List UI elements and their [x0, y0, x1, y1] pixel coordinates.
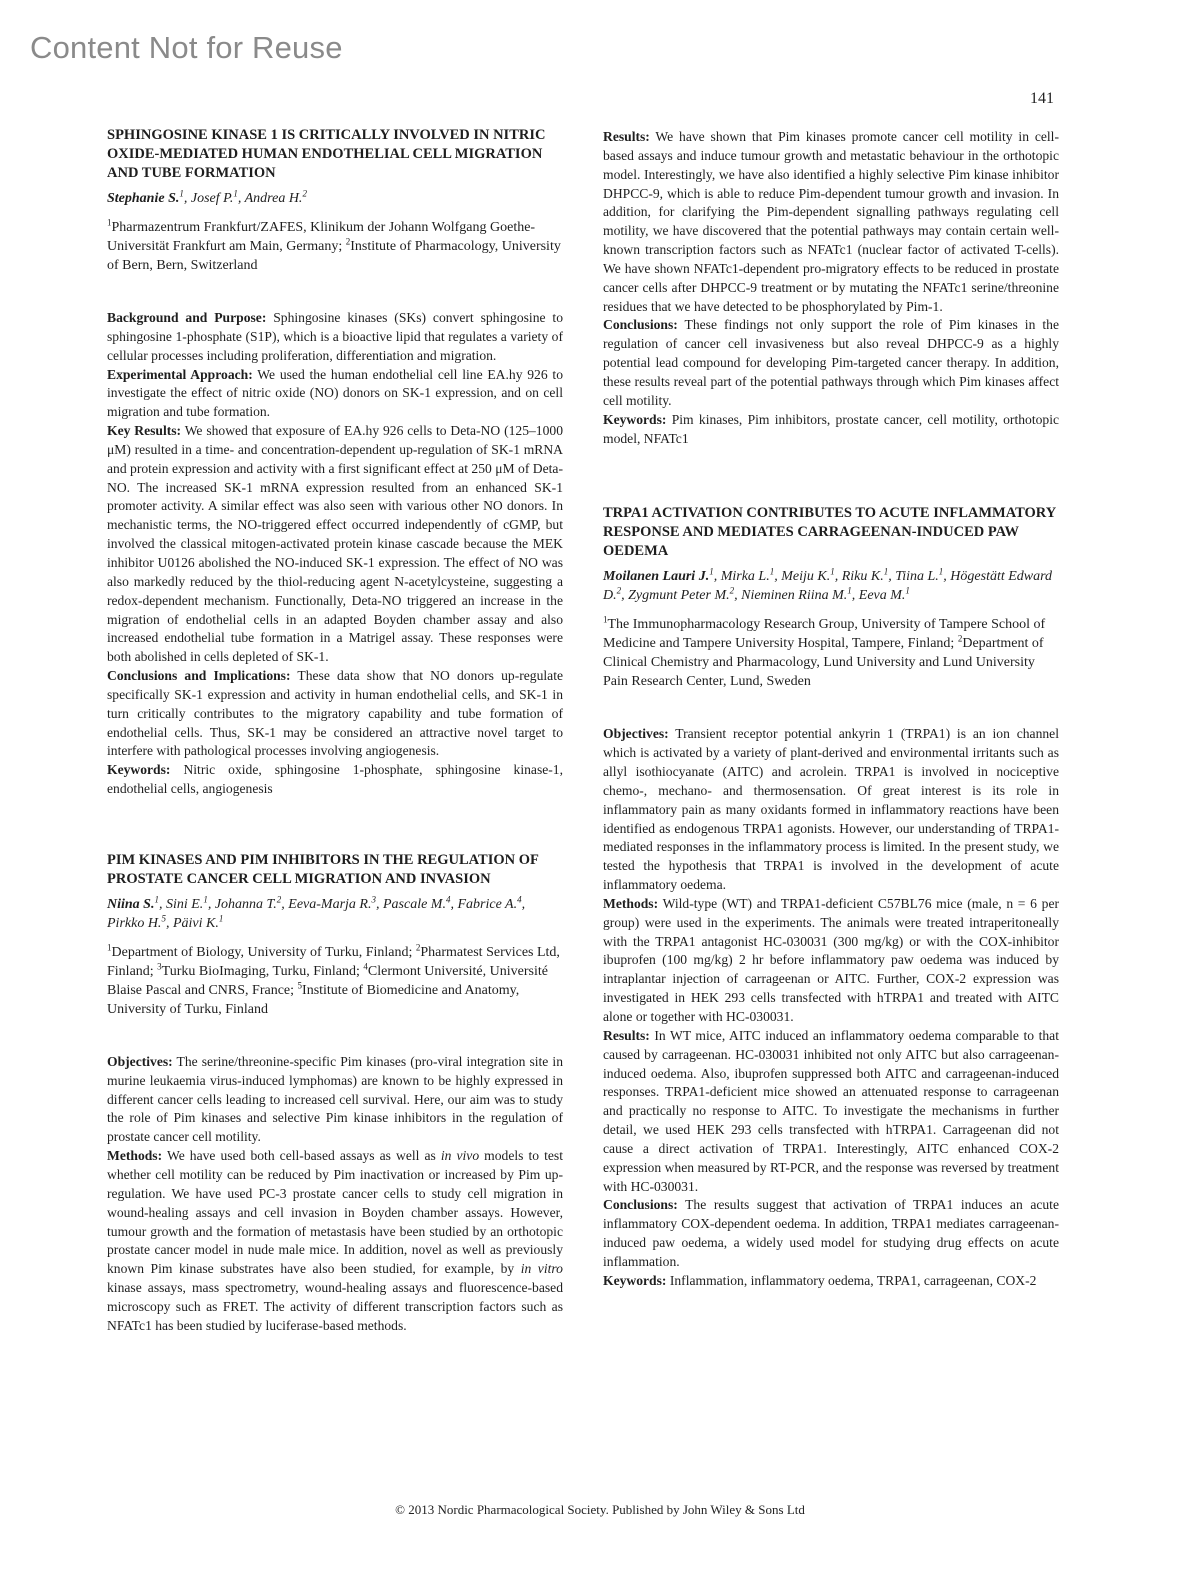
section-heading: Key Results: [107, 423, 182, 439]
affiliation-marker: 1 [154, 894, 159, 905]
affiliation [603, 615, 1059, 691]
affiliation-text: Turku BioImaging, Turku, Finland; [161, 963, 364, 979]
section-heading: Conclusions and Implications: [107, 668, 291, 684]
author-name: Zygmunt Peter M. [628, 588, 730, 604]
author-name: Fabrice A. [457, 896, 518, 912]
section-heading: Background and Purpose: [107, 310, 267, 325]
affiliation-marker: 5 [297, 980, 303, 991]
affiliation [107, 218, 563, 275]
author-separator: , [834, 569, 842, 585]
author-separator: , [375, 896, 383, 912]
section-methods [107, 1147, 563, 1335]
section-text: kinase assays, mass spectrometry, wound-healing assays and fluorescence-based microscopy such as FRET. The activity of different transcription factors such as NFATc1 has been studied by luciferase-based methods. [107, 1280, 563, 1333]
abstract-body [107, 309, 563, 799]
author-list [603, 567, 1059, 605]
author-separator: , [888, 569, 896, 585]
author-name: Niina S. [107, 896, 155, 912]
section-background [107, 309, 563, 366]
affiliation-text: Institute of Biomedicine and Anatomy, University of Turku, Finland [107, 982, 520, 1017]
page-number: 141 [1030, 90, 1054, 107]
section-text: We have used both cell-based assays as well as [166, 1148, 441, 1164]
section-text: We used the human endothelial cell line EA.hy 926 to investigate the effect of nitric oxide (NO) donors on SK-1 expression, and on cell migration and tube formation. [107, 366, 563, 420]
author-name: Sini E. [165, 896, 204, 912]
affiliation-text: The Immunopharmacology Research Group, University of Tampere School of Medicine and Tampere University Hospital, Tampere, Finland; [603, 617, 1046, 652]
affiliation-marker: 1 [107, 217, 112, 228]
affiliation-marker: 1 [938, 566, 944, 577]
section-conclusions [603, 316, 1059, 410]
affiliation-marker: 2 [415, 942, 421, 953]
abstract-body [107, 1053, 563, 1336]
author-separator: , [158, 896, 166, 912]
affiliation-marker: 3 [157, 961, 162, 972]
affiliation-marker: 2 [302, 188, 307, 199]
author-name: Meiju K. [781, 569, 831, 585]
author-name: Andrea H. [244, 191, 303, 206]
section-heading: Objectives: [107, 1053, 173, 1069]
author-name: Johanna T. [214, 896, 277, 912]
affiliation-text: Clermont Université, Université Blaise Pascal and CNRS, France; [107, 963, 548, 998]
author-name: Eeva M. [858, 588, 906, 604]
author-separator: , [851, 588, 859, 604]
affiliation-marker: 5 [161, 913, 166, 924]
author-separator: , [621, 588, 629, 604]
section-heading: Objectives: [603, 726, 669, 742]
section-approach [107, 366, 563, 423]
section-text: These findings not only support the role of Pim kinases in the regulation of cancer cell invasiveness but also reveal DHPCC-9 as a highly potential lead compound for developing Pim-targeted cancer therapy. In addition, these results reveal part of the potential pathways through which Pim kinases affect cell motility. [603, 317, 1059, 408]
affiliation-marker: 4 [363, 961, 368, 972]
author-name: Riku K. [841, 569, 884, 585]
section-text: models to test whether cell motility can be reduced by Pim inactivation or increased by Pim up-regulation. We have used PC-3 prostate cancer cells to study cell migration in wound-healing assays and cell invasion in Boyden chamber assays. However, tumour growth and the formation of metastasis have been studied by an orthotopic prostate cancer model in nude male mice. In addition, novel as well as previously known Pim kinase substrates have also been studied, for example, by [107, 1148, 564, 1277]
abstract-title: PIM KINASES AND PIM INHIBITORS IN THE REGULATION OF PROSTATE CANCER CELL MIGRATION AND INVASION [107, 851, 539, 887]
watermark: Content Not for Reuse [30, 30, 343, 65]
section-text: In WT mice, AITC induced an inflammatory oedema comparable to that caused by carrageenan. HC-030031 inhibited not only AITC but also carrageenan-induced oedema. Also, ibuprofen suppressed both AITC and carrageenan-induced responses. TRPA1-deficient mice showed an attenuated response to carrageenan and practically no response to AITC. To investigate the mechanisms in further detail, we used HEK 293 cells transfected with hTRPA1. Carrageenan did not cause a direct activation of TRPA1. Interestingly, AITC enhanced COX-2 expression when measured by RT-PCR, and the response was reversed by treatment with HC-030031. [603, 1027, 1059, 1194]
affiliation-text: Institute of Pharmacology, University of Bern, Bern, Switzerland [107, 239, 561, 273]
author-name: Eeva-Marja R. [288, 896, 372, 912]
affiliation-marker: 1 [709, 566, 714, 577]
section-text: Inflammation, inflammatory oedema, TRPA1, carrageenan, COX-2 [669, 1272, 1037, 1288]
author-list [107, 189, 563, 208]
section-heading: Conclusions: [603, 1197, 678, 1213]
affiliation-marker: 1 [603, 614, 608, 625]
affiliation-marker: 1 [218, 913, 224, 924]
affiliation-marker: 2 [616, 585, 622, 596]
affiliation-marker: 1 [233, 188, 238, 199]
author-separator: , [774, 569, 782, 585]
section-objectives [603, 725, 1059, 895]
section-heading: Keywords: [603, 411, 667, 427]
abstract-body [603, 725, 1059, 1290]
author-separator: , [183, 191, 191, 206]
section-heading: Keywords: [107, 762, 171, 778]
affiliation-text: Pharmatest Services Ltd, Finland; [107, 944, 560, 979]
author-separator: , [713, 569, 721, 585]
affiliation-marker: 1 [769, 566, 775, 577]
section-heading: Results: [603, 1027, 650, 1043]
section-text: The serine/threonine-specific Pim kinases (pro-viral integration site in murine leukaemia virus-induced lymphomas) are known to be highly expressed in different cancer cells leading to increased cell survival. Here, our aim was to study the role of Pim kinases and selective Pim kinase inhibitors in the regulation of prostate cancer cell motility. [107, 1053, 563, 1145]
section-text: Transient receptor potential ankyrin 1 (TRPA1) is an ion channel which is activated by a variety of plant-derived and environmental irritants such as allyl isothiocyanate (AITC) and acrolein. TRPA1 is involved in nociceptive chemo-, mechano- and thermosensation. Of great interest is its role in inflammatory pain as many oxidants formed in inflammatory reactions have been identified as endogenous TRPA1 agonists. However, our understanding of TRPA1-mediated responses in the inflammatory process is limited. In the present study, we tested the hypothesis that TRPA1 is involved in the development of acute inflammatory oedema. [603, 726, 1059, 893]
abstract-title: SPHINGOSINE KINASE 1 IS CRITICALLY INVOLVED IN NITRIC OXIDE-MEDIATED HUMAN ENDOTHELIAL CELL MIGRATION AND TUBE FORMATION [107, 127, 546, 181]
affiliation [107, 943, 563, 1019]
author-separator: , [521, 896, 526, 912]
author-name: Pirkko H. [107, 915, 162, 931]
section-text: Wild-type (WT) and TRPA1-deficient C57BL76 mice (male, n = 6 per group) were used in the experiments. The animals were treated intraperitoneally with the TRPA1 antagonist HC-030031 (300 mg/kg) or with the COX-inhibitor ibuprofen (100 mg/kg) 2 hr before inflammatory paw oedema was induced by intraplantar injection of carrageenan or AITC. Further, COX-2 expression was investigated in HEK 293 cells transfected with hTRPA1 and treated with AITC alone or together with HC-030031. [603, 895, 1060, 1024]
section-text: Sphingosine kinases (SKs) convert sphingosine to sphingosine 1-phosphate (S1P), which is a bioactive lipid that regulates a variety of cellular processes including proliferation, differentiation and migration. [107, 310, 563, 363]
section-conclusions [603, 1196, 1059, 1271]
section-conclusions [107, 667, 563, 761]
author-separator: , [207, 896, 215, 912]
affiliation-marker: 3 [371, 894, 376, 905]
section-heading: Methods: [603, 895, 659, 911]
affiliation-marker: 1 [203, 894, 208, 905]
section-text: We showed that exposure of EA.hy 926 cells to Deta-NO (125–1000 μM) resulted in a time- and concentration-dependent up-regulation of SK-1 mRNA and protein expression and activity with a first significant effect at 250 μM of Deta-NO. The increased SK-1 mRNA expression resulted from an enhanced SK-1 promoter activity. A similar effect was also seen with various other NO donors. In mechanistic terms, the NO-triggered effect occurred independently of cGMP, but involved the classical mitogen-activated protein kinase cascade because the MEK inhibitor U0126 abolished the NO-induced SK-1 expression. The effect of NO was also markedly reduced by the thiol-reducing agent N-acetylcysteine, suggesting a redox-dependent mechanism. Functionally, Deta-NO triggered an increase in the migration of endothelial cells in an adapted Boyden chamber assay and also increased endothelial tube formation in a Matrigel assay. These responses were both abolished in cells depleted of SK-1. [107, 423, 563, 665]
affiliation-marker: 4 [445, 894, 451, 905]
author-name: Nieminen Riina M. [741, 588, 848, 604]
affiliation-marker: 1 [905, 585, 910, 596]
section-heading: Methods: [107, 1148, 163, 1164]
author-name: Päivi K. [172, 915, 219, 931]
affiliation-marker: 2 [276, 894, 282, 905]
section-results [603, 128, 1059, 316]
abstract-trpa1 [603, 504, 1059, 1290]
affiliation-text: Pharmazentrum Frankfurt/ZAFES, Klinikum der Johann Wolfgang Goethe-Universität Frankfurt am Main, Germany; [107, 220, 536, 254]
abstract-sk1 [107, 126, 563, 799]
italic-term: in vitro [520, 1261, 563, 1277]
affiliation-text: Department of Biology, University of Turku, Finland; [111, 944, 416, 960]
section-results [603, 1027, 1059, 1197]
affiliation-marker: 2 [957, 633, 963, 644]
author-name: Moilanen Lauri J. [603, 569, 710, 585]
author-name: Josef P. [190, 191, 234, 206]
section-keywords [107, 761, 563, 799]
author-separator: , [450, 896, 458, 912]
copyright-footer: © 2013 Nordic Pharmacological Society. Published by John Wiley & Sons Ltd [395, 1502, 805, 1517]
section-objectives [107, 1053, 563, 1147]
section-heading: Conclusions: [603, 317, 678, 333]
section-results [107, 422, 563, 667]
affiliation-marker: 2 [345, 236, 351, 247]
affiliation-marker: 1 [179, 188, 184, 199]
section-text: We have shown that Pim kinases promote cancer cell motility in cell-based assays and induce tumour growth and metastatic behaviour in the orthotopic model. Interestingly, we have also identified a highly selective Pim kinase inhibitor DHPCC-9, which is able to reduce Pim-dependent tumour growth and invasion. In addition, for clarifying the Pim-dependent signalling pathways regulating cell motility, we have discovered that the potential pathways may contain certain well-known transcription factors such as NFATc1 (nuclear factor of activated T-cells). We have shown NFATc1-dependent pro-migratory effects to be reduced in prostate cancer cells after DHPCC-9 treatment or by mutating the NFATc1 serine/threonine residues that we have detected to be phosphorylated by Pim-1. [603, 129, 1059, 314]
author-name: Tiina L. [895, 569, 939, 585]
section-methods [603, 895, 1059, 1027]
author-separator: , [165, 915, 173, 931]
affiliation-marker: 2 [729, 585, 735, 596]
section-heading: Results: [603, 129, 650, 144]
section-text: These data show that NO donors up-regulate specifically SK-1 expression and activity in human endothelial cells, and SK-1 in turn critically contributes to the migratory capability and tube formation of endothelial cells. Thus, SK-1 may be considered an attractive novel target to interfere with pathological processes involving angiogenesis. [107, 668, 564, 759]
left-column [107, 126, 563, 1336]
section-text: The results suggest that activation of TRPA1 induces an acute inflammatory COX-dependent oedema. In addition, TRPA1 mediates carrageenan-induced paw oedema, a widely used model for studying drug effects on acute inflammation. [603, 1197, 1059, 1269]
author-separator: , [281, 896, 289, 912]
author-list [107, 895, 563, 933]
section-keywords [603, 411, 1059, 449]
italic-term: in vivo [440, 1148, 480, 1164]
affiliation-marker: 1 [107, 942, 112, 953]
author-separator: , [943, 569, 951, 585]
section-text: Nitric oxide, sphingosine 1-phosphate, sphingosine kinase-1, endothelial cells, angiogenesis [107, 762, 563, 797]
author-name: Pascale M. [382, 896, 446, 912]
author-separator: , [734, 588, 742, 604]
affiliation-marker: 1 [883, 566, 889, 577]
section-heading: Experimental Approach: [107, 366, 253, 382]
author-separator: , [237, 191, 245, 206]
right-column [603, 128, 1059, 1291]
author-name: Högestätt Edward D. [603, 569, 1053, 604]
affiliation-marker: 1 [830, 566, 835, 577]
affiliation-text: Department of Clinical Chemistry and Pharmacology, Lund University and Lund University Pain Research Center, Lund, Sweden [603, 636, 1044, 690]
affiliation-marker: 1 [847, 585, 852, 596]
section-text: Pim kinases, Pim inhibitors, prostate cancer, cell motility, orthotopic model, NFATc1 [603, 411, 1060, 446]
abstract-pim [107, 851, 563, 1336]
author-name: Stephanie S. [107, 191, 180, 206]
affiliation-marker: 4 [517, 894, 522, 905]
abstract-title: TRPA1 ACTIVATION CONTRIBUTES TO ACUTE INFLAMMATORY RESPONSE AND MEDIATES CARRAGEENAN-INDUCED PAW OEDEMA [603, 505, 1056, 560]
section-heading: Keywords: [603, 1272, 667, 1288]
abstract-pim-continued [603, 128, 1059, 448]
author-name: Mirka L. [720, 569, 770, 585]
section-keywords [603, 1272, 1059, 1291]
